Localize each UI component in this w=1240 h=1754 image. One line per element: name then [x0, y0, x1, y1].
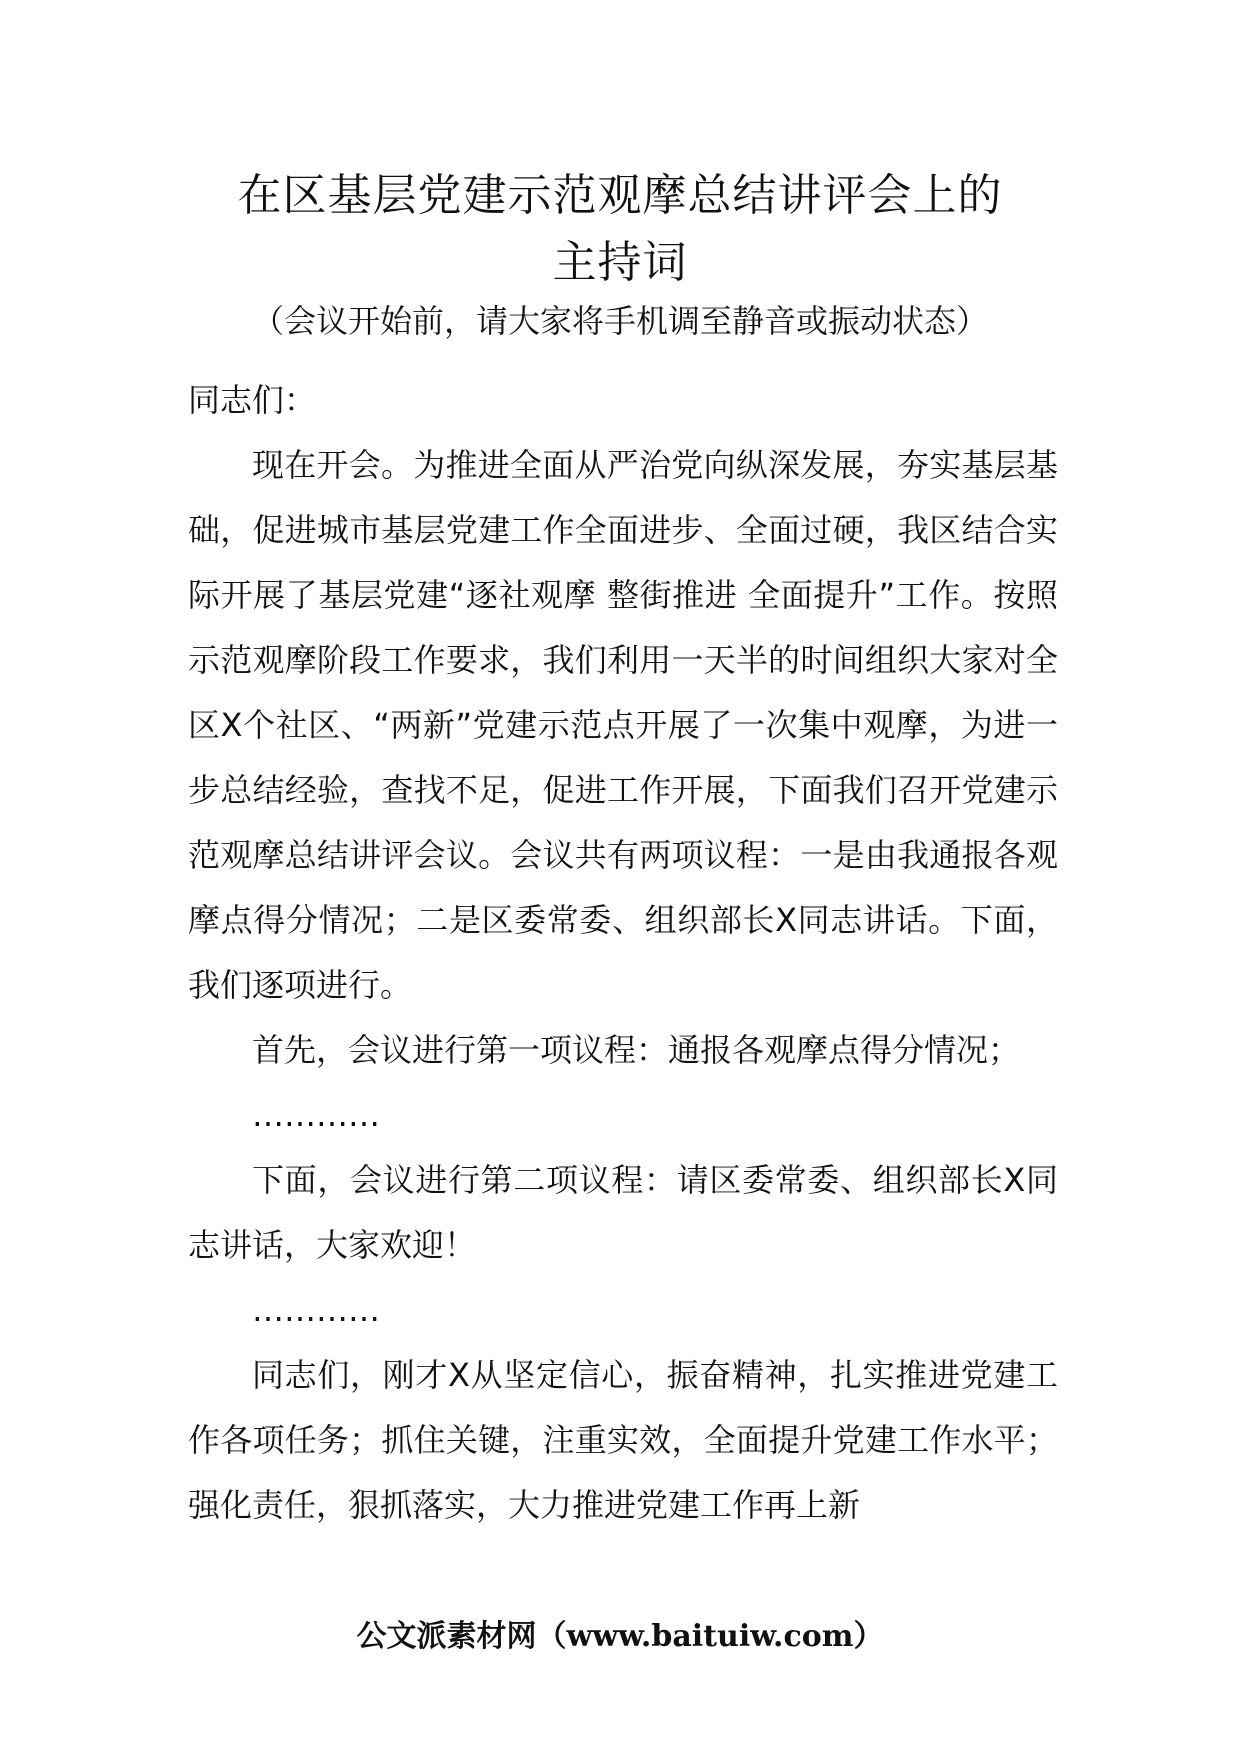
ellipsis-two: ………… [252, 1291, 380, 1329]
footer-watermark: 公文派素材网（www.baituiw.com） [356, 1619, 884, 1654]
paragraph-summary: 同志们，刚才X从坚定信心，振奋精神，扎实推进党建工作各项任务；抓住关键，注重实效，全面提升党建工作水平；强化责任，狠抓落实，大力推进党建工作再上新 [188, 1356, 1058, 1524]
salutation: 同志们： [188, 381, 317, 419]
paragraph-opening: 现在开会。为推进全面从严治党向纵深发展，夯实基层基础，促进城市基层党建工作全面进步、全面过硬，我区结合实际开展了基层党建“逐社观摩 整街推进 全面提升”工作。按照示范观摩阶段工作要求，我们利用一天半的时间组织大家对全区X个社区、“两新”党建示范点开展了一次集中观摩，为进一步总结经验，查找不足，促进工作开展，下面我们召开党建示范观摩总结讲评会议。会议共有两项议程：一是由我通报各观摩点得分情况；二是区委常委、组织部长X同志讲话。下面，我们逐项进行。 [188, 446, 1058, 1004]
ellipsis-one: ………… [252, 1096, 380, 1134]
paragraph-agenda-one: 首先，会议进行第一项议程：通报各观摩点得分情况； [252, 1031, 1021, 1069]
document-body [188, 368, 1058, 1538]
meeting-note: （会议开始前，请大家将手机调至静音或振动状态） [251, 302, 988, 340]
document-title-line2: 主持词 [552, 237, 688, 288]
document-title-line1: 在区基层党建示范观摩总结讲评会上的 [237, 170, 1003, 221]
paragraph-agenda-two: 下面，会议进行第二项议程：请区委常委、组织部长X同志讲话，大家欢迎！ [188, 1161, 1058, 1264]
